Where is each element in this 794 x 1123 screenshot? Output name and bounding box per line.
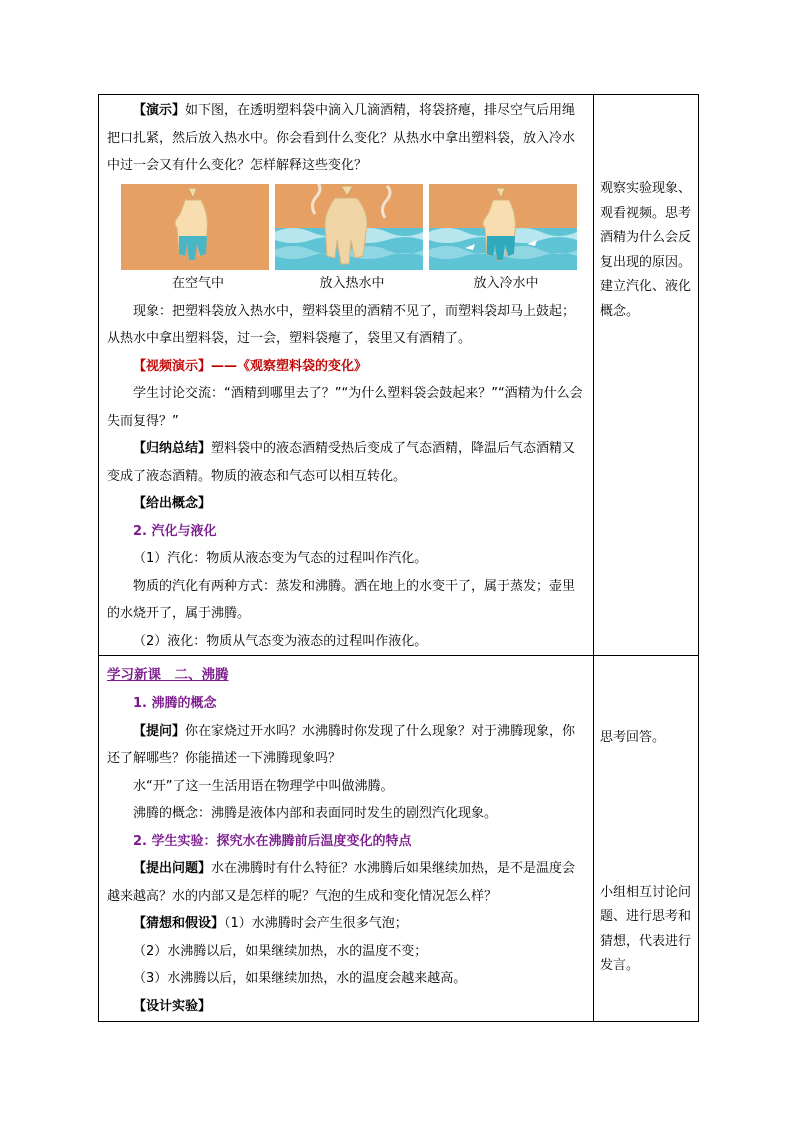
activity-cell <box>594 95 699 656</box>
video-demo-label: 【视频演示】——《观察塑料袋的变化》 <box>133 358 368 374</box>
heading-boiling-concept: 1. 沸腾的概念 <box>133 696 217 711</box>
discussion-text: 学生讨论交流：“酒精到哪里去了？”“为什么塑料袋会鼓起来？”“酒精为什么会失而复得？” <box>107 386 583 429</box>
bag-hot-water-image <box>275 184 423 270</box>
bag-cold-water-image <box>429 184 577 270</box>
lesson-table <box>98 94 699 1022</box>
problem-paragraph: 【提出问题】水在沸腾时有什么特征？水沸腾后如果继续加热，是不是温度会越来越高？水的内部又是怎样的呢？气泡的生成和变化情况怎么样？ <box>107 861 576 904</box>
question-paragraph: 【提问】你在家烧过开水吗？水沸腾时你发现了什么现象？对于沸腾现象，你还了解哪些？你能描述一下沸腾现象吗？ <box>107 723 576 766</box>
demo-paragraph: 【演示】如下图，在透明塑料袋中滴入几滴酒精，将袋挤瘪，排尽空气后用绳把口扎紧，然后放入热水中。你会看到什么变化？从热水中拿出塑料袋，放入冷水中过一会又有什么变化？怎样解释这些变化？ <box>107 103 576 173</box>
phenomenon-text: 现象：把塑料袋放入热水中，塑料袋里的酒精不见了，而塑料袋却马上鼓起；从热水中拿出塑料袋，过一会，塑料袋瘪了，袋里又有酒精了。 <box>107 303 576 346</box>
activity-cell <box>594 656 699 1022</box>
boiling-definition: 沸腾的概念：沸腾是液体内部和表面同时发生的剧烈汽化现象。 <box>133 806 498 821</box>
design-tag: 【设计实验】 <box>133 998 212 1014</box>
caption-air: 在空气中 <box>171 275 224 291</box>
student-activity-text: 观察实验现象、观看视频。思考酒精为什么会反复出现的原因。建立汽化、液化概念。 <box>600 181 692 319</box>
caption-hot: 放入热水中 <box>319 275 385 291</box>
liquefaction-definition: （2）液化：物质从气态变为液态的过程叫作液化。 <box>133 633 428 649</box>
student-activity-answer: 思考回答。 <box>600 730 666 745</box>
table-row <box>99 656 699 1022</box>
hypothesis-2: （2）水沸腾以后，如果继续加热，水的温度不变； <box>133 943 428 959</box>
experiment-images <box>121 184 587 270</box>
content-cell <box>99 95 594 656</box>
hypothesis-1: 【猜想和假设】（1）水沸腾时会产生很多气泡； <box>133 916 408 931</box>
image-captions <box>121 270 587 298</box>
table-row <box>99 95 699 656</box>
summary-paragraph: 【归纳总结】塑料袋中的液态酒精受热后变成了气态酒精，降温后气态酒精又变成了液态酒精。物质的液态和气态可以相互转化。 <box>107 441 576 484</box>
concept-tag: 【给出概念】 <box>133 496 212 511</box>
caption-cold: 放入冷水中 <box>473 275 539 291</box>
hypothesis-3: （3）水沸腾以后，如果继续加热，水的温度会越来越高。 <box>133 971 467 986</box>
heading-student-experiment: 2. 学生实验：探究水在沸腾前后温度变化的特点 <box>133 833 412 849</box>
student-activity-discuss: 小组相互讨论问题、进行思考和猜想，代表进行发言。 <box>600 884 692 973</box>
hand-bag-icon <box>121 184 269 270</box>
boiling-common-term: 水“开”了这一生活用语在物理学中叫做沸腾。 <box>133 778 394 794</box>
section-title: 学习新课 二、沸腾 <box>107 667 229 683</box>
hand-bag-icon <box>429 184 577 270</box>
vaporization-definition: （1）汽化：物质从液态变为气态的过程叫作汽化。 <box>133 551 428 566</box>
hand-bag-icon <box>275 184 423 270</box>
bag-in-air-image <box>121 184 269 270</box>
heading-vaporization-liquefaction: 2. 汽化与液化 <box>133 523 217 539</box>
vaporization-methods: 物质的汽化有两种方式：蒸发和沸腾。洒在地上的水变干了，属于蒸发；壶里的水烧开了，属于沸腾。 <box>107 578 576 621</box>
content-cell <box>99 656 594 1022</box>
